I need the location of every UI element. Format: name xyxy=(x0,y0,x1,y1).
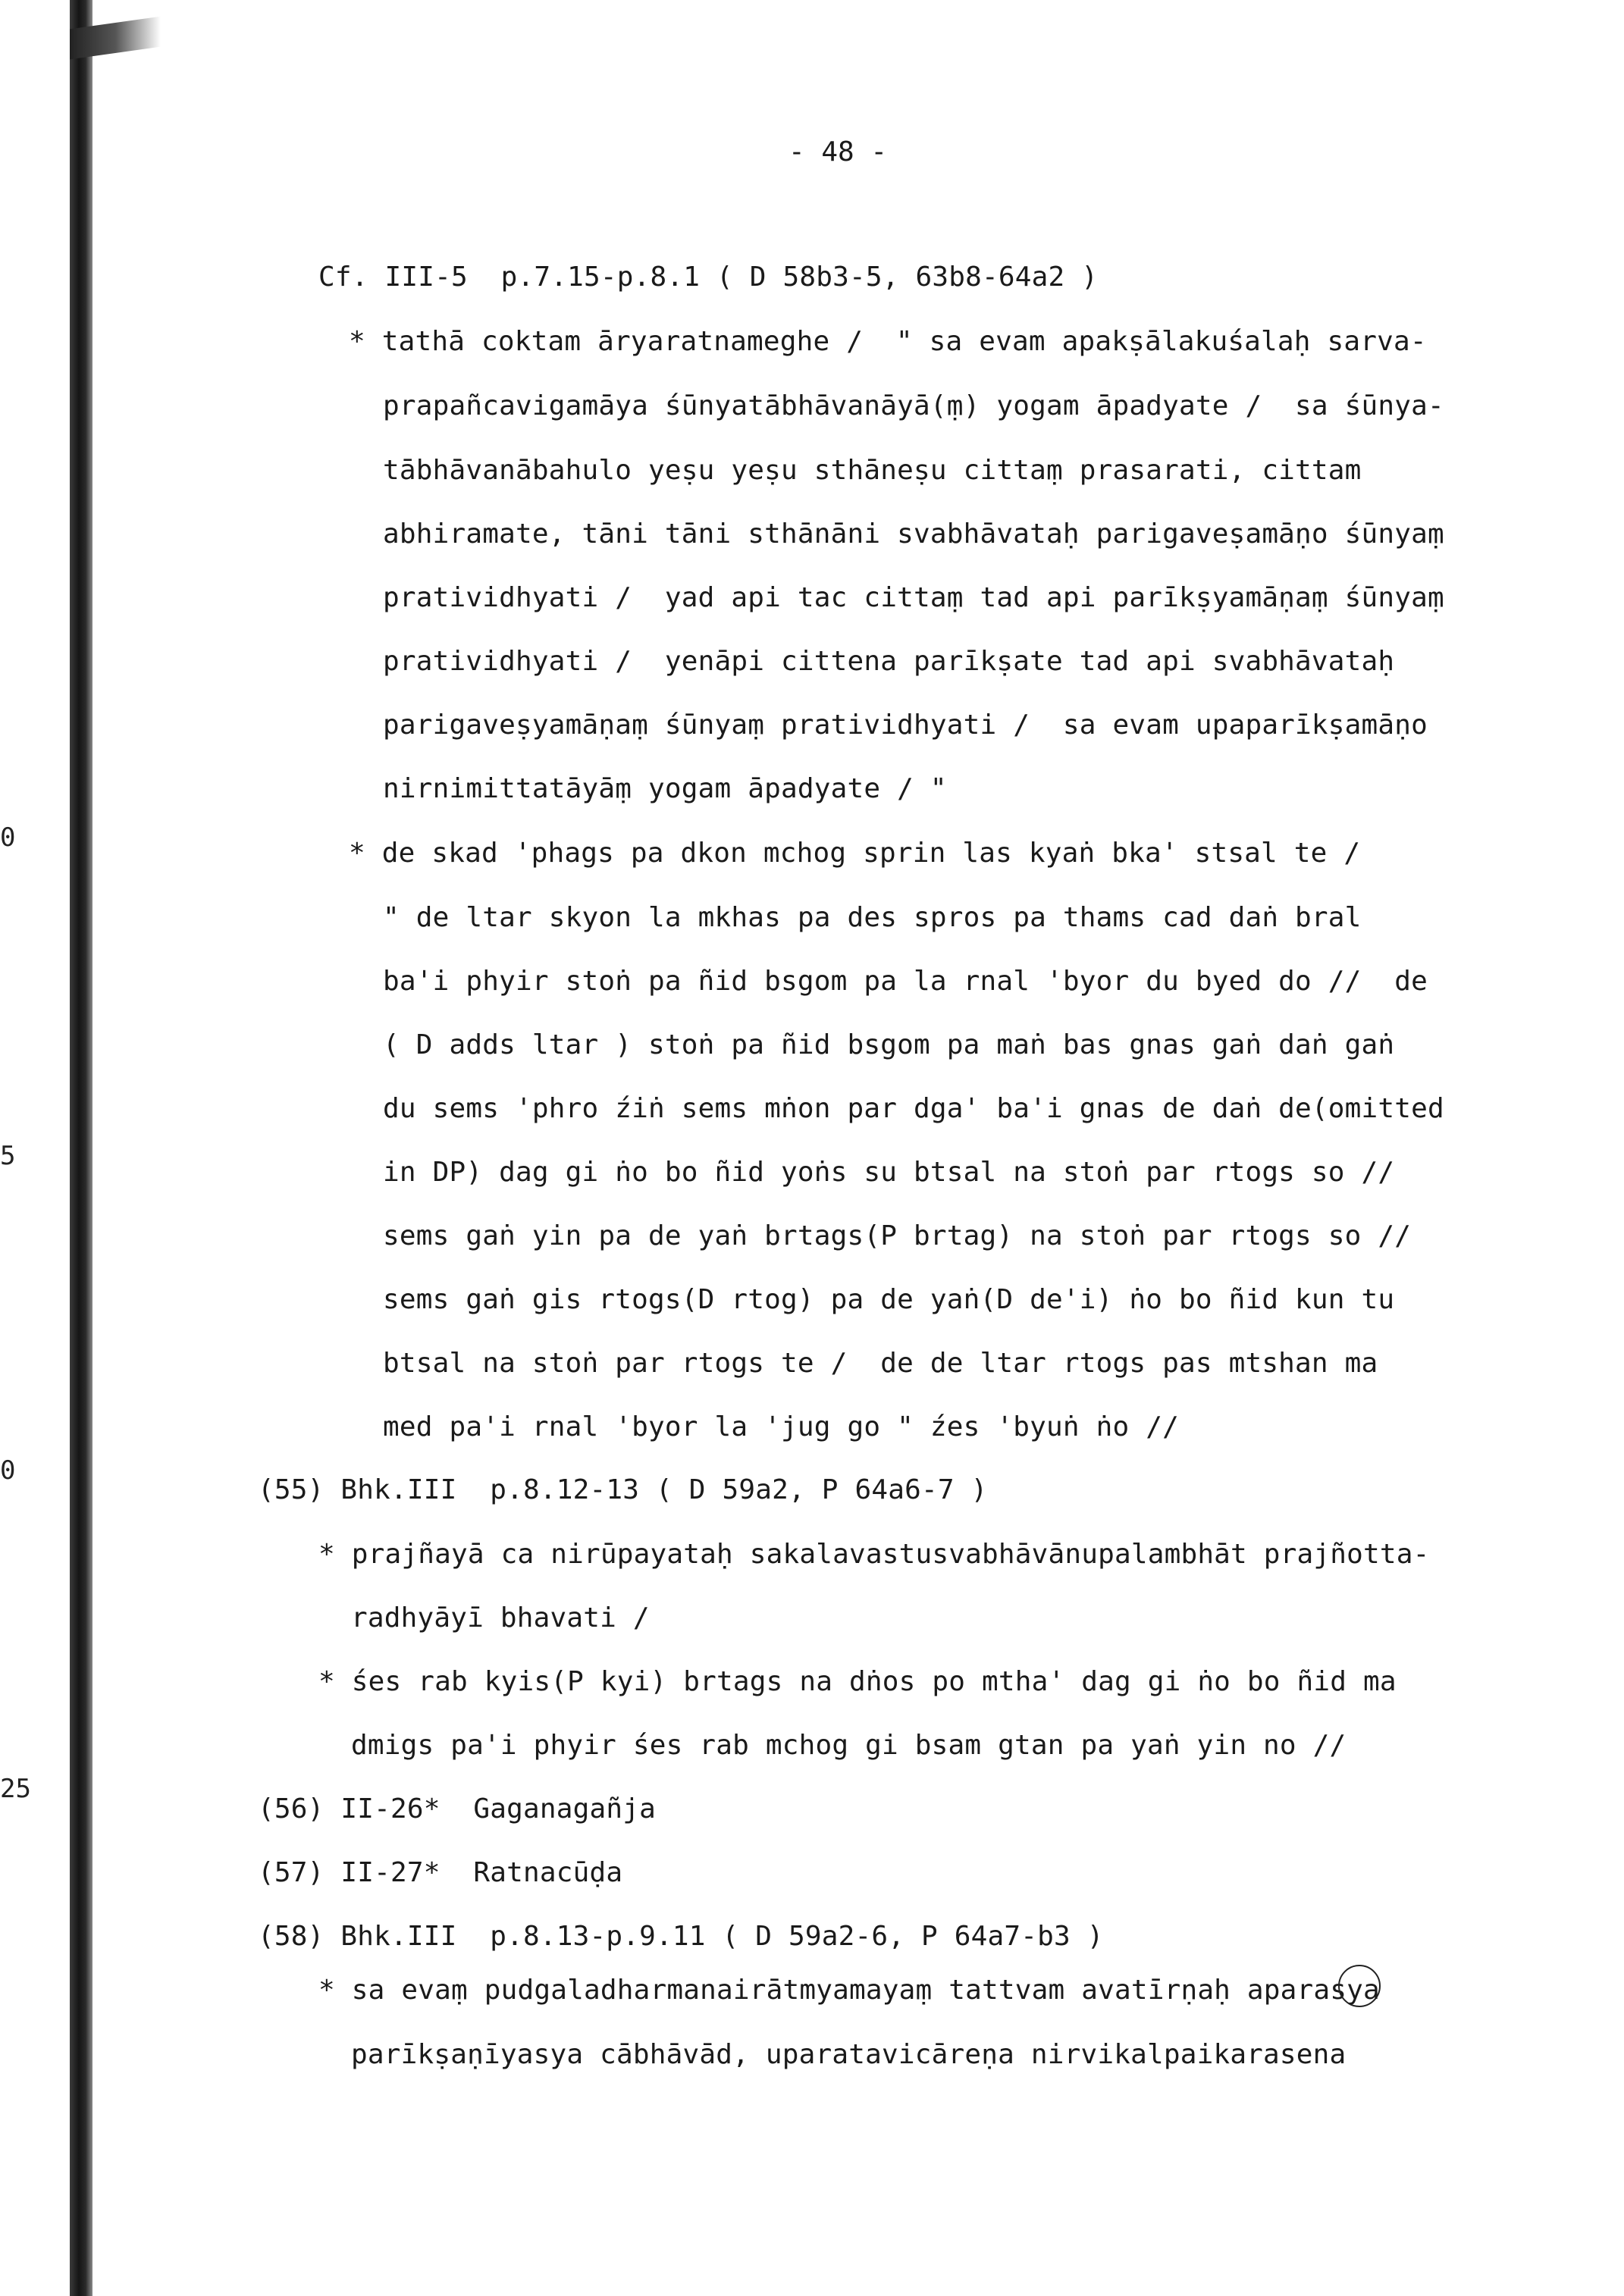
tibetan-quote-line: in DP) dag gi ṅo bo ñid yoṅs su btsal na stoṅ par rtogs so // xyxy=(383,1157,1395,1188)
tibetan-quote-line: ba'i phyir stoṅ pa ñid bsgom pa la rnal 'byor du byed do // de xyxy=(383,966,1428,997)
tibetan-quote-line: du sems 'phro źiṅ sems mṅon par dga' ba'i gnas de daṅ de(omitted xyxy=(383,1093,1444,1124)
numbered-entry-heading: (56) II-26* Gaganagañja xyxy=(258,1793,656,1825)
numbered-entry-heading: (58) Bhk.III p.8.13-p.9.11 ( D 59a2-6, P 64a7-b3 ) xyxy=(258,1921,1104,1952)
tibetan-quote-line: dmigs pa'i phyir śes rab mchog gi bsam gtan pa yaṅ yin no // xyxy=(351,1730,1347,1761)
sanskrit-quote-line: pratividhyati / yad api tac cittaṃ tad api parīkṣyamāṇaṃ śūnyaṃ xyxy=(383,582,1444,613)
tibetan-quote-line: sems gaṅ gis rtogs(D rtog) pa de yaṅ(D de'i) ṅo bo ñid kun tu xyxy=(383,1284,1395,1315)
tibetan-quote-line: * śes rab kyis(P kyi) brtags na dṅos po mtha' dag gi ṅo bo ñid ma xyxy=(318,1666,1397,1697)
sanskrit-quote-line: parīkṣaṇīyasya cābhāvād, uparatavicāreṇa nirvikalpaikarasena xyxy=(351,2039,1347,2070)
sanskrit-quote-line: prapañcavigamāya śūnyatābhāvanāyā(ṃ) yogam āpadyate / sa śūnya- xyxy=(383,390,1444,421)
reference-line: Cf. III-5 p.7.15-p.8.1 ( D 58b3-5, 63b8-64a2 ) xyxy=(318,262,1099,293)
margin-line-number: 25 xyxy=(0,1774,31,1804)
handwritten-circle-mark xyxy=(1338,1965,1381,2007)
sanskrit-quote-line: radhyāyī bhavati / xyxy=(351,1602,650,1634)
sanskrit-quote-line: * tathā coktam āryaratnameghe / " sa evam apakṣālakuśalaḥ sarva- xyxy=(349,326,1427,357)
page-number: - 48 - xyxy=(788,136,888,168)
tibetan-quote-line: sems gaṅ yin pa de yaṅ brtags(P brtag) na stoṅ par rtogs so // xyxy=(383,1220,1412,1251)
sanskrit-quote-line: pratividhyati / yenāpi cittena parīkṣate tad api svabhāvataḥ xyxy=(383,646,1395,677)
numbered-entry-heading: (57) II-27* Ratnacūḍa xyxy=(258,1857,623,1888)
tibetan-quote-line: * de skad 'phags pa dkon mchog sprin las kyaṅ bka' stsal te / xyxy=(349,838,1361,869)
sanskrit-quote-line: parigaveṣyamāṇaṃ śūnyaṃ pratividhyati / sa evam upaparīkṣamāṇo xyxy=(383,709,1428,741)
page-binding-edge xyxy=(70,0,92,2296)
tibetan-quote-line: ( D adds ltar ) stoṅ pa ñid bsgom pa maṅ bas gnas gaṅ daṅ gaṅ xyxy=(383,1029,1395,1060)
sanskrit-quote-line: abhiramate, tāni tāni sthānāni svabhāvataḥ parigaveṣamāṇo śūnyaṃ xyxy=(383,518,1444,550)
sanskrit-quote-line: tābhāvanābahulo yeṣu yeṣu sthāneṣu cittaṃ prasarati, cittam xyxy=(383,455,1362,486)
tibetan-quote-line: btsal na stoṅ par rtogs te / de de ltar rtogs pas mtshan ma xyxy=(383,1348,1378,1379)
numbered-entry-heading: (55) Bhk.III p.8.12-13 ( D 59a2, P 64a6-7 ) xyxy=(258,1474,988,1505)
margin-line-number: 0 xyxy=(0,822,16,853)
sanskrit-quote-line: * sa evaṃ pudgaladharmanairātmyamayaṃ tattvam avatīrṇaḥ aparasya xyxy=(318,1975,1380,2006)
tibetan-quote-line: med pa'i rnal 'byor la 'jug go " źes 'byuṅ ṅo // xyxy=(383,1411,1179,1442)
sanskrit-quote-line: * prajñayā ca nirūpayataḥ sakalavastusvabhāvānupalambhāt prajñotta- xyxy=(318,1539,1430,1570)
margin-line-number: 5 xyxy=(0,1141,16,1171)
tibetan-quote-line: " de ltar skyon la mkhas pa des spros pa thams cad daṅ bral xyxy=(383,902,1362,933)
margin-line-number: 0 xyxy=(0,1455,16,1486)
sanskrit-quote-line: nirnimittatāyāṃ yogam āpadyate / " xyxy=(383,773,947,804)
